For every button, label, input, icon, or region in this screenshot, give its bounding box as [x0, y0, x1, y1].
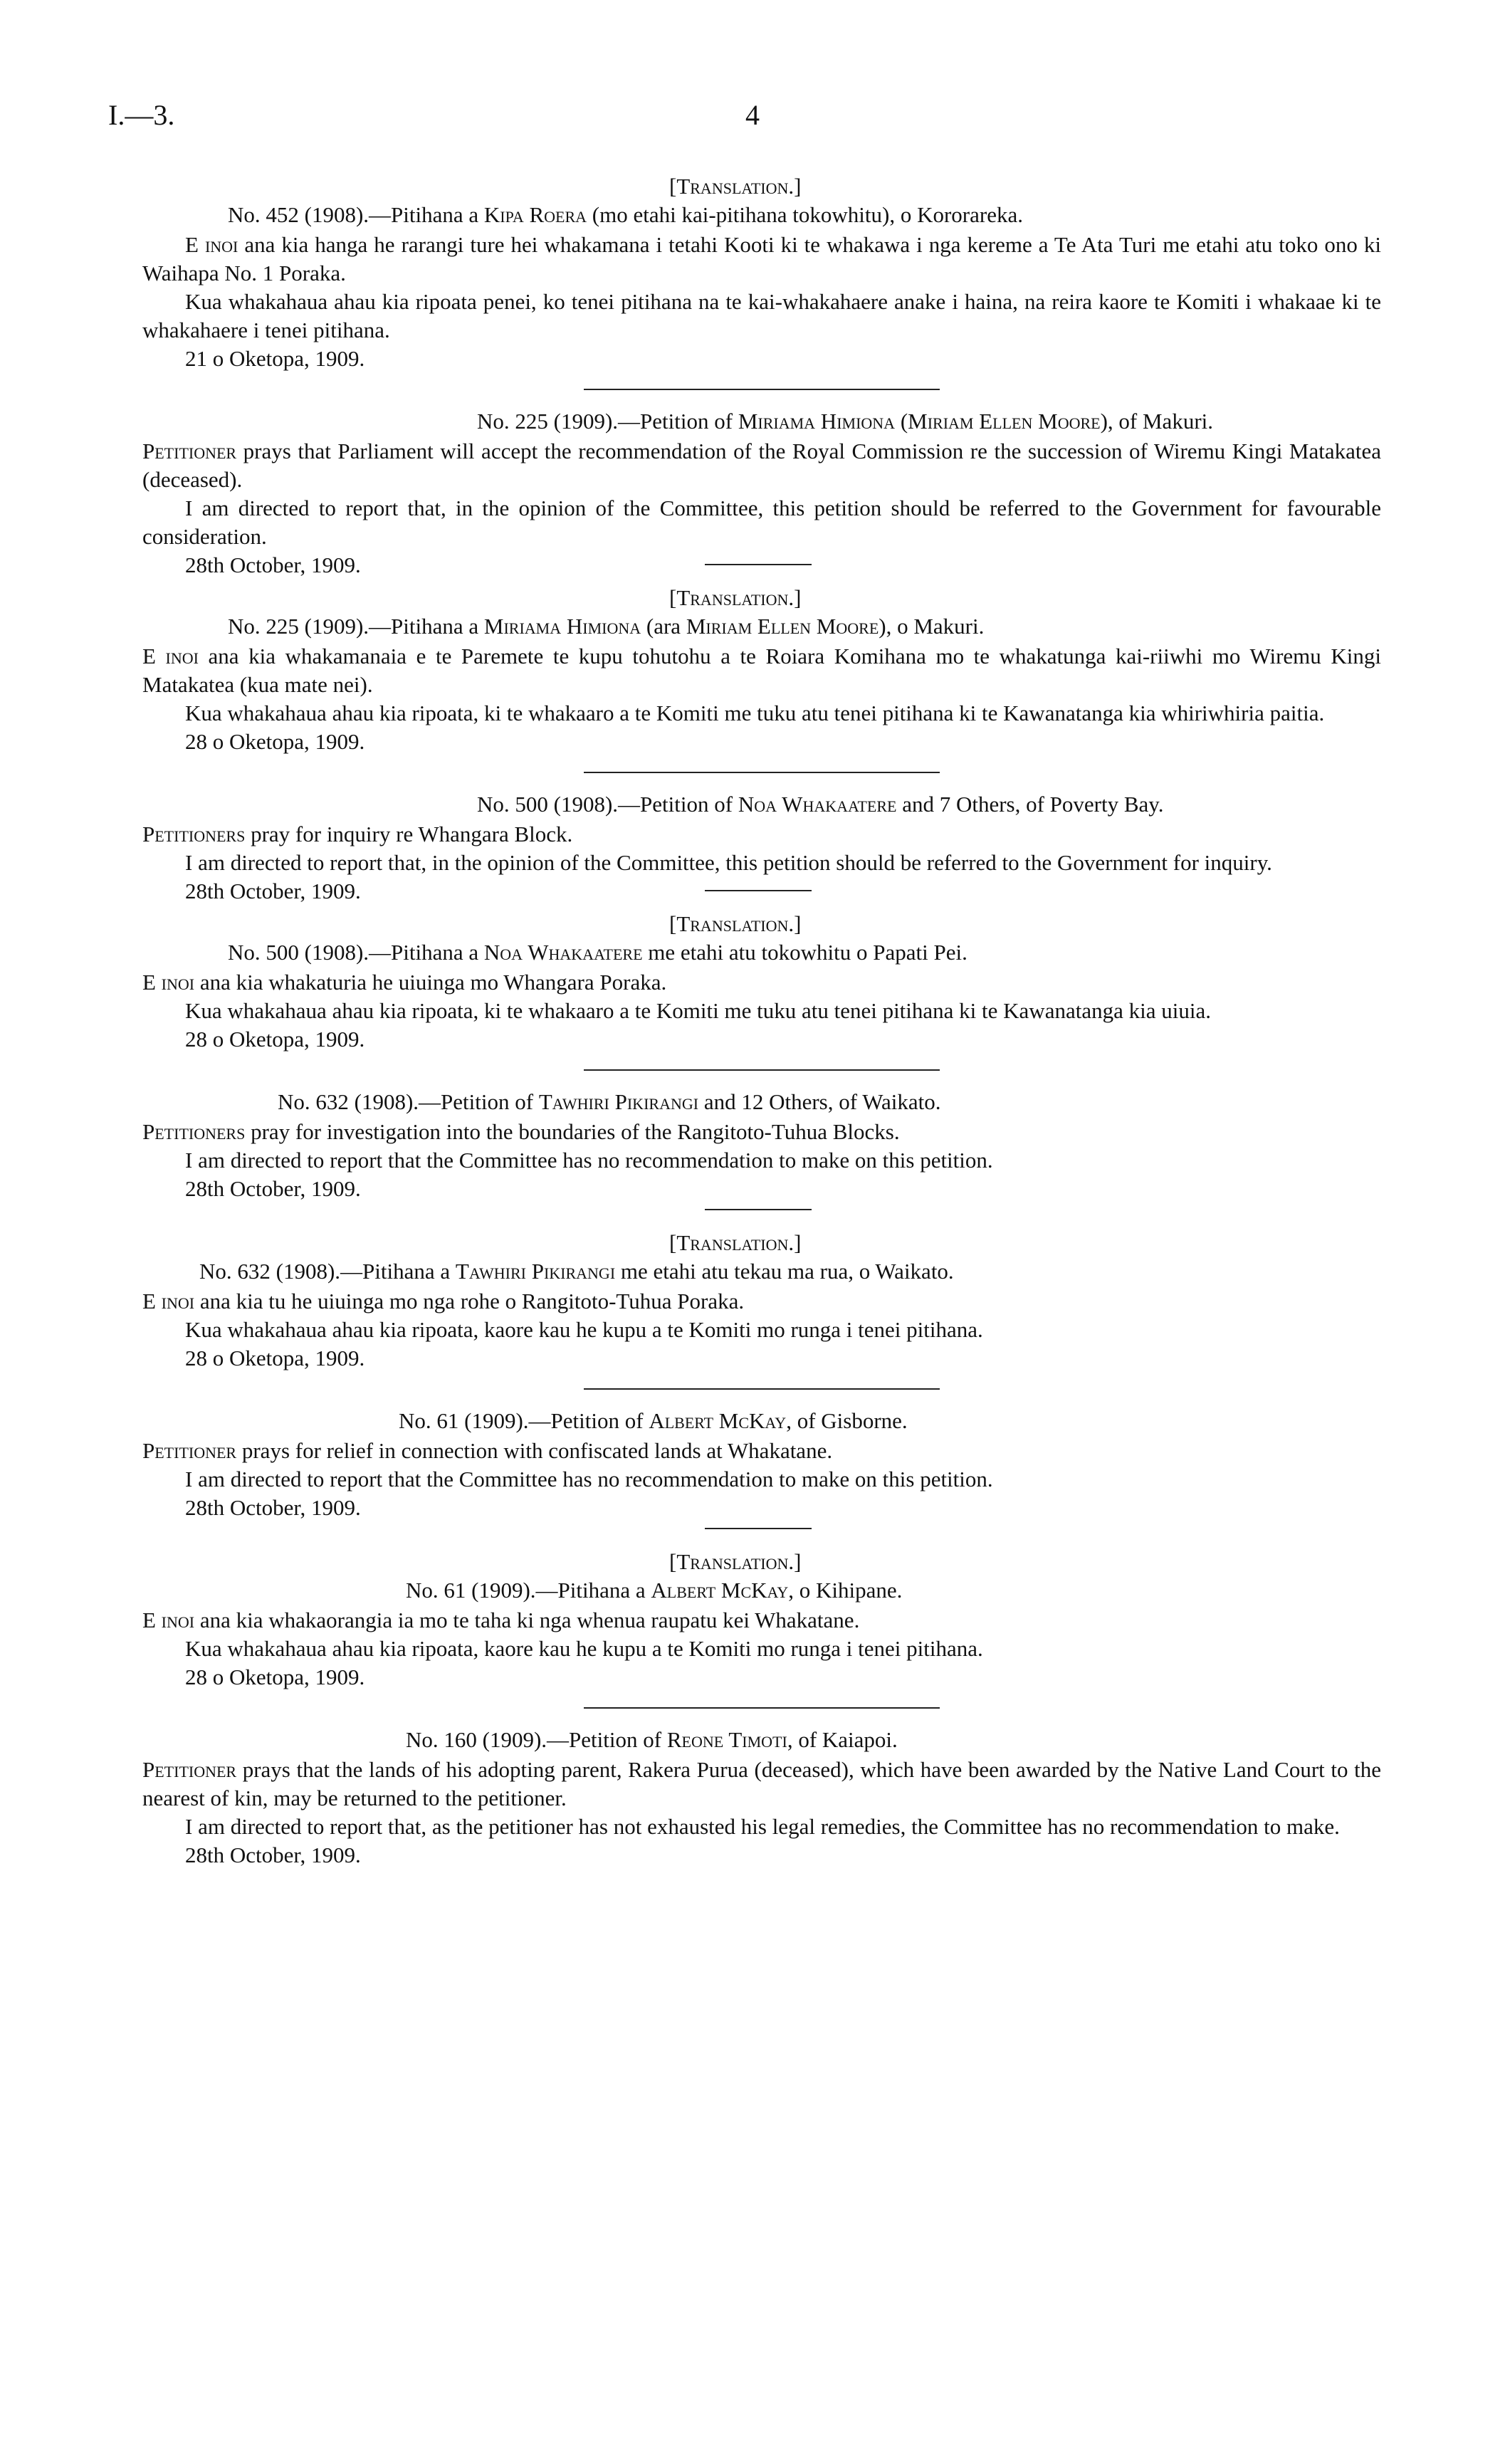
petition-632-translation	[142, 1229, 1381, 1390]
report-date: 28 o Oketopa, 1909.	[185, 729, 365, 754]
section-divider	[705, 564, 812, 565]
petitioner-name: Kipa Roera	[483, 202, 587, 227]
petition-prayer: Petitioner prays that the lands of his adopting parent, Rakera Purua (deceased), which have been awarded by the Native Land Court to the nearest of kin, may be returned to the petitioner.	[142, 1757, 1381, 1810]
petition-632	[142, 1088, 1381, 1210]
petition-160	[142, 1726, 1381, 1870]
petition-prayer: Petitioners pray for inquiry re Whangara Block.	[142, 822, 573, 846]
petition-prayer: E inoi ana kia tu he uiuinga mo nga rohe o Rangitoto-Tuhua Poraka.	[142, 1289, 745, 1314]
report-date: 28 o Oketopa, 1909.	[185, 1346, 365, 1370]
committee-report: I am directed to report that the Committee has no recommendation to make on this petition.	[185, 1148, 993, 1173]
petitioner-name: Albert McKay	[649, 1408, 787, 1433]
petition-prayer: Petitioner prays that Parliament will accept the recommendation of the Royal Commission re the succession of Wiremu Kingi Matakatea (deceased).	[142, 439, 1381, 492]
petitioner-name: Miriama Himiona	[738, 409, 896, 434]
petition-prayer: E inoi ana kia whakaturia he uiuinga mo Whangara Poraka.	[142, 970, 667, 995]
translation-heading: [Translation.]	[669, 1230, 802, 1255]
petition-heading: No. 500 (1908).—Petition of Noa Whakaatere and 7 Others, of Poverty Bay.	[477, 792, 1164, 817]
committee-report: Kua whakahaua ahau kia ripoata, kaore kau he kupu a te Komiti mo runga i tenei pitihana.	[185, 1317, 983, 1342]
petition-prayer: E inoi ana kia whakamanaia e te Paremete te kupu tohutohu a te Roiara Komihana mo te whakatunga kai-riiwhi mo Wiremu Kingi Matakatea (kua mate nei).	[142, 644, 1381, 697]
section-divider	[584, 1388, 940, 1390]
committee-report: I am directed to report that the Committee has no recommendation to make on this petition.	[185, 1467, 993, 1491]
petitioner-name: Miriama Himiona	[483, 614, 641, 639]
section-divider	[705, 890, 812, 891]
petition-heading: No. 632 (1908).—Petition of Tawhiri Pikirangi and 12 Others, of Waikato.	[278, 1089, 941, 1114]
section-divider	[584, 772, 940, 773]
committee-report: Kua whakahaua ahau kia ripoata penei, ko tenei pitihana na te kai-whakahaere anake i haina, na reira kaore te Komiti i whakaae ki te whakahaere i tenei pitihana.	[142, 289, 1381, 342]
petition-61-translation	[142, 1548, 1381, 1709]
petitioner-name: Reone Timoti	[666, 1727, 787, 1752]
petition-prayer: Petitioner prays for relief in connection with confiscated lands at Whakatane.	[142, 1438, 833, 1463]
petition-500-translation	[142, 910, 1381, 1071]
committee-report: Kua whakahaua ahau kia ripoata, ki te whakaaro a te Komiti me tuku atu tenei pitihana ki te Kawanatanga kia uiuia.	[185, 998, 1211, 1023]
section-divider	[584, 1707, 940, 1709]
petitioner-alias: Miriam Ellen Moore	[908, 409, 1101, 434]
petitioner-name: Noa Whakaatere	[738, 792, 897, 817]
petitioner-name: Tawhiri Pikirangi	[538, 1089, 699, 1114]
translation-heading: [Translation.]	[669, 585, 802, 610]
report-date: 28th October, 1909.	[185, 1176, 361, 1201]
committee-report: Kua whakahaua ahau kia ripoata, ki te whakaaro a te Komiti me tuku atu tenei pitihana ki te Kawanatanga kia whiriwhiria paitia.	[185, 701, 1325, 725]
paper-reference: I.—3.	[108, 99, 175, 131]
petitioner-alias: Miriam Ellen Moore	[686, 614, 879, 639]
committee-report: Kua whakahaua ahau kia ripoata, kaore kau he kupu a te Komiti mo runga i tenei pitihana.	[185, 1636, 983, 1661]
petitioner-name: Tawhiri Pikirangi	[455, 1259, 616, 1284]
report-date: 21 o Oketopa, 1909.	[185, 346, 365, 371]
translation-heading: [Translation.]	[669, 911, 802, 936]
petition-heading: No. 160 (1909).—Petition of Reone Timoti, of Kaiapoi.	[406, 1727, 898, 1752]
petition-500	[142, 790, 1381, 903]
petition-prayer: Petitioners pray for investigation into the boundaries of the Rangitoto-Tuhua Blocks.	[142, 1119, 900, 1144]
petition-heading: No. 500 (1908).—Pitihana a Noa Whakaatere me etahi atu tokowhitu o Papati Pei.	[228, 940, 968, 965]
report-date: 28th October, 1909.	[185, 1842, 361, 1867]
committee-report: I am directed to report that, in the opinion of the Committee, this petition should be referred to the Government for inquiry.	[185, 850, 1272, 875]
section-divider	[705, 1209, 812, 1210]
report-date: 28 o Oketopa, 1909.	[185, 1664, 365, 1689]
petition-heading: No. 225 (1909).—Pitihana a Miriama Himiona (ara Miriam Ellen Moore), o Makuri.	[228, 614, 985, 639]
petition-heading: No. 452 (1908).—Pitihana a Kipa Roera (mo etahi kai-pitihana tokowhitu), o Kororareka.	[228, 202, 1023, 227]
petition-225-translation	[142, 584, 1381, 773]
petition-heading: No. 632 (1908).—Pitihana a Tawhiri Pikirangi me etahi atu tekau ma rua, o Waikato.	[199, 1259, 954, 1284]
petitions-column	[142, 171, 1381, 1870]
petition-452-translation	[142, 172, 1381, 390]
translation-heading: [Translation.]	[669, 174, 802, 199]
petition-heading: No. 61 (1909).—Pitihana a Albert McKay, o Kihipane.	[406, 1578, 903, 1603]
report-date: 28th October, 1909.	[185, 552, 361, 577]
petition-prayer: E inoi ana kia hanga he rarangi ture hei whakamana i tetahi Kooti ki te whakawa i nga kereme a Te Ata Turi me etahi atu toko ono ki Waihapa No. 1 Poraka.	[142, 232, 1381, 285]
petition-heading: No. 225 (1909).—Petition of Miriama Himiona (Miriam Ellen Moore), of Makuri.	[477, 409, 1213, 434]
petition-61	[142, 1407, 1381, 1529]
page-number: 4	[745, 99, 760, 131]
petition-225	[142, 407, 1381, 577]
committee-report: I am directed to report that, in the opinion of the Committee, this petition should be referred to the Government for favourable consideration.	[142, 496, 1381, 549]
section-divider	[584, 389, 940, 390]
report-date: 28th October, 1909.	[185, 1495, 361, 1520]
section-divider	[584, 1069, 940, 1071]
petitioner-name: Albert McKay	[651, 1578, 789, 1603]
section-divider	[705, 1528, 812, 1529]
petition-heading: No. 61 (1909).—Petition of Albert McKay, of Gisborne.	[399, 1408, 908, 1433]
report-date: 28th October, 1909.	[185, 879, 361, 903]
petitioner-name: Noa Whakaatere	[483, 940, 643, 965]
report-date: 28 o Oketopa, 1909.	[185, 1027, 365, 1052]
translation-heading: [Translation.]	[669, 1549, 802, 1574]
committee-report: I am directed to report that, as the petitioner has not exhausted his legal remedies, the Committee has no recommendation to make.	[185, 1814, 1340, 1839]
petition-prayer: E inoi ana kia whakaorangia ia mo te taha ki nga whenua raupatu kei Whakatane.	[142, 1608, 860, 1632]
